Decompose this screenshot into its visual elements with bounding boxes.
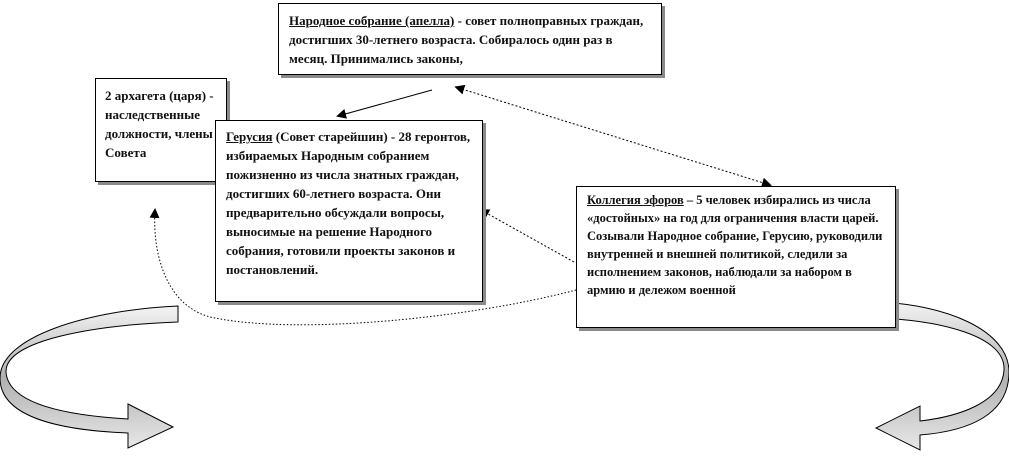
- ephors-box: [576, 186, 896, 328]
- gerousia-box: [215, 120, 483, 302]
- assembly-text: - совет полноправных граждан, достигших 30-летнего возраста. Собиралось один раз в месяц. Принимались законы,: [289, 13, 644, 66]
- arrow-ephors-to-gerousia: [481, 210, 574, 262]
- gerousia-title: Герусия: [226, 129, 273, 144]
- ephors-text: – 5 человек избирались из числа «достойных» на год для ограничения власти царей. Созывали Народное собрание, Герусию, руководили внутренней и внешней политикой, следили за исполнением законов, наблюдали за набором в армию и дележом военной: [587, 193, 883, 297]
- assembly-title: Народное собрание (апелла): [289, 13, 455, 28]
- gerousia-text: (Совет старейшин) - 28 геронтов, избираемых Народным собранием пожизненно из числа знатных граждан, достигших 60-летнего возраста. Они предварительно обсуждали вопросы, выносимые на решение Народного собрания, готовили проекты законов и постановлений.: [226, 129, 471, 277]
- ephors-title: Коллегия эфоров: [587, 193, 684, 207]
- archagetes-text: 2 архагета (царя) - наследственные должности, члены Совета: [105, 88, 214, 160]
- assembly-box: [278, 3, 662, 75]
- arrow-assembly-ephors: [462, 89, 770, 185]
- archagetes-box: [95, 78, 227, 182]
- left-curved-arrow: [0, 306, 178, 448]
- arrow-assembly-to-gerousia: [338, 90, 432, 116]
